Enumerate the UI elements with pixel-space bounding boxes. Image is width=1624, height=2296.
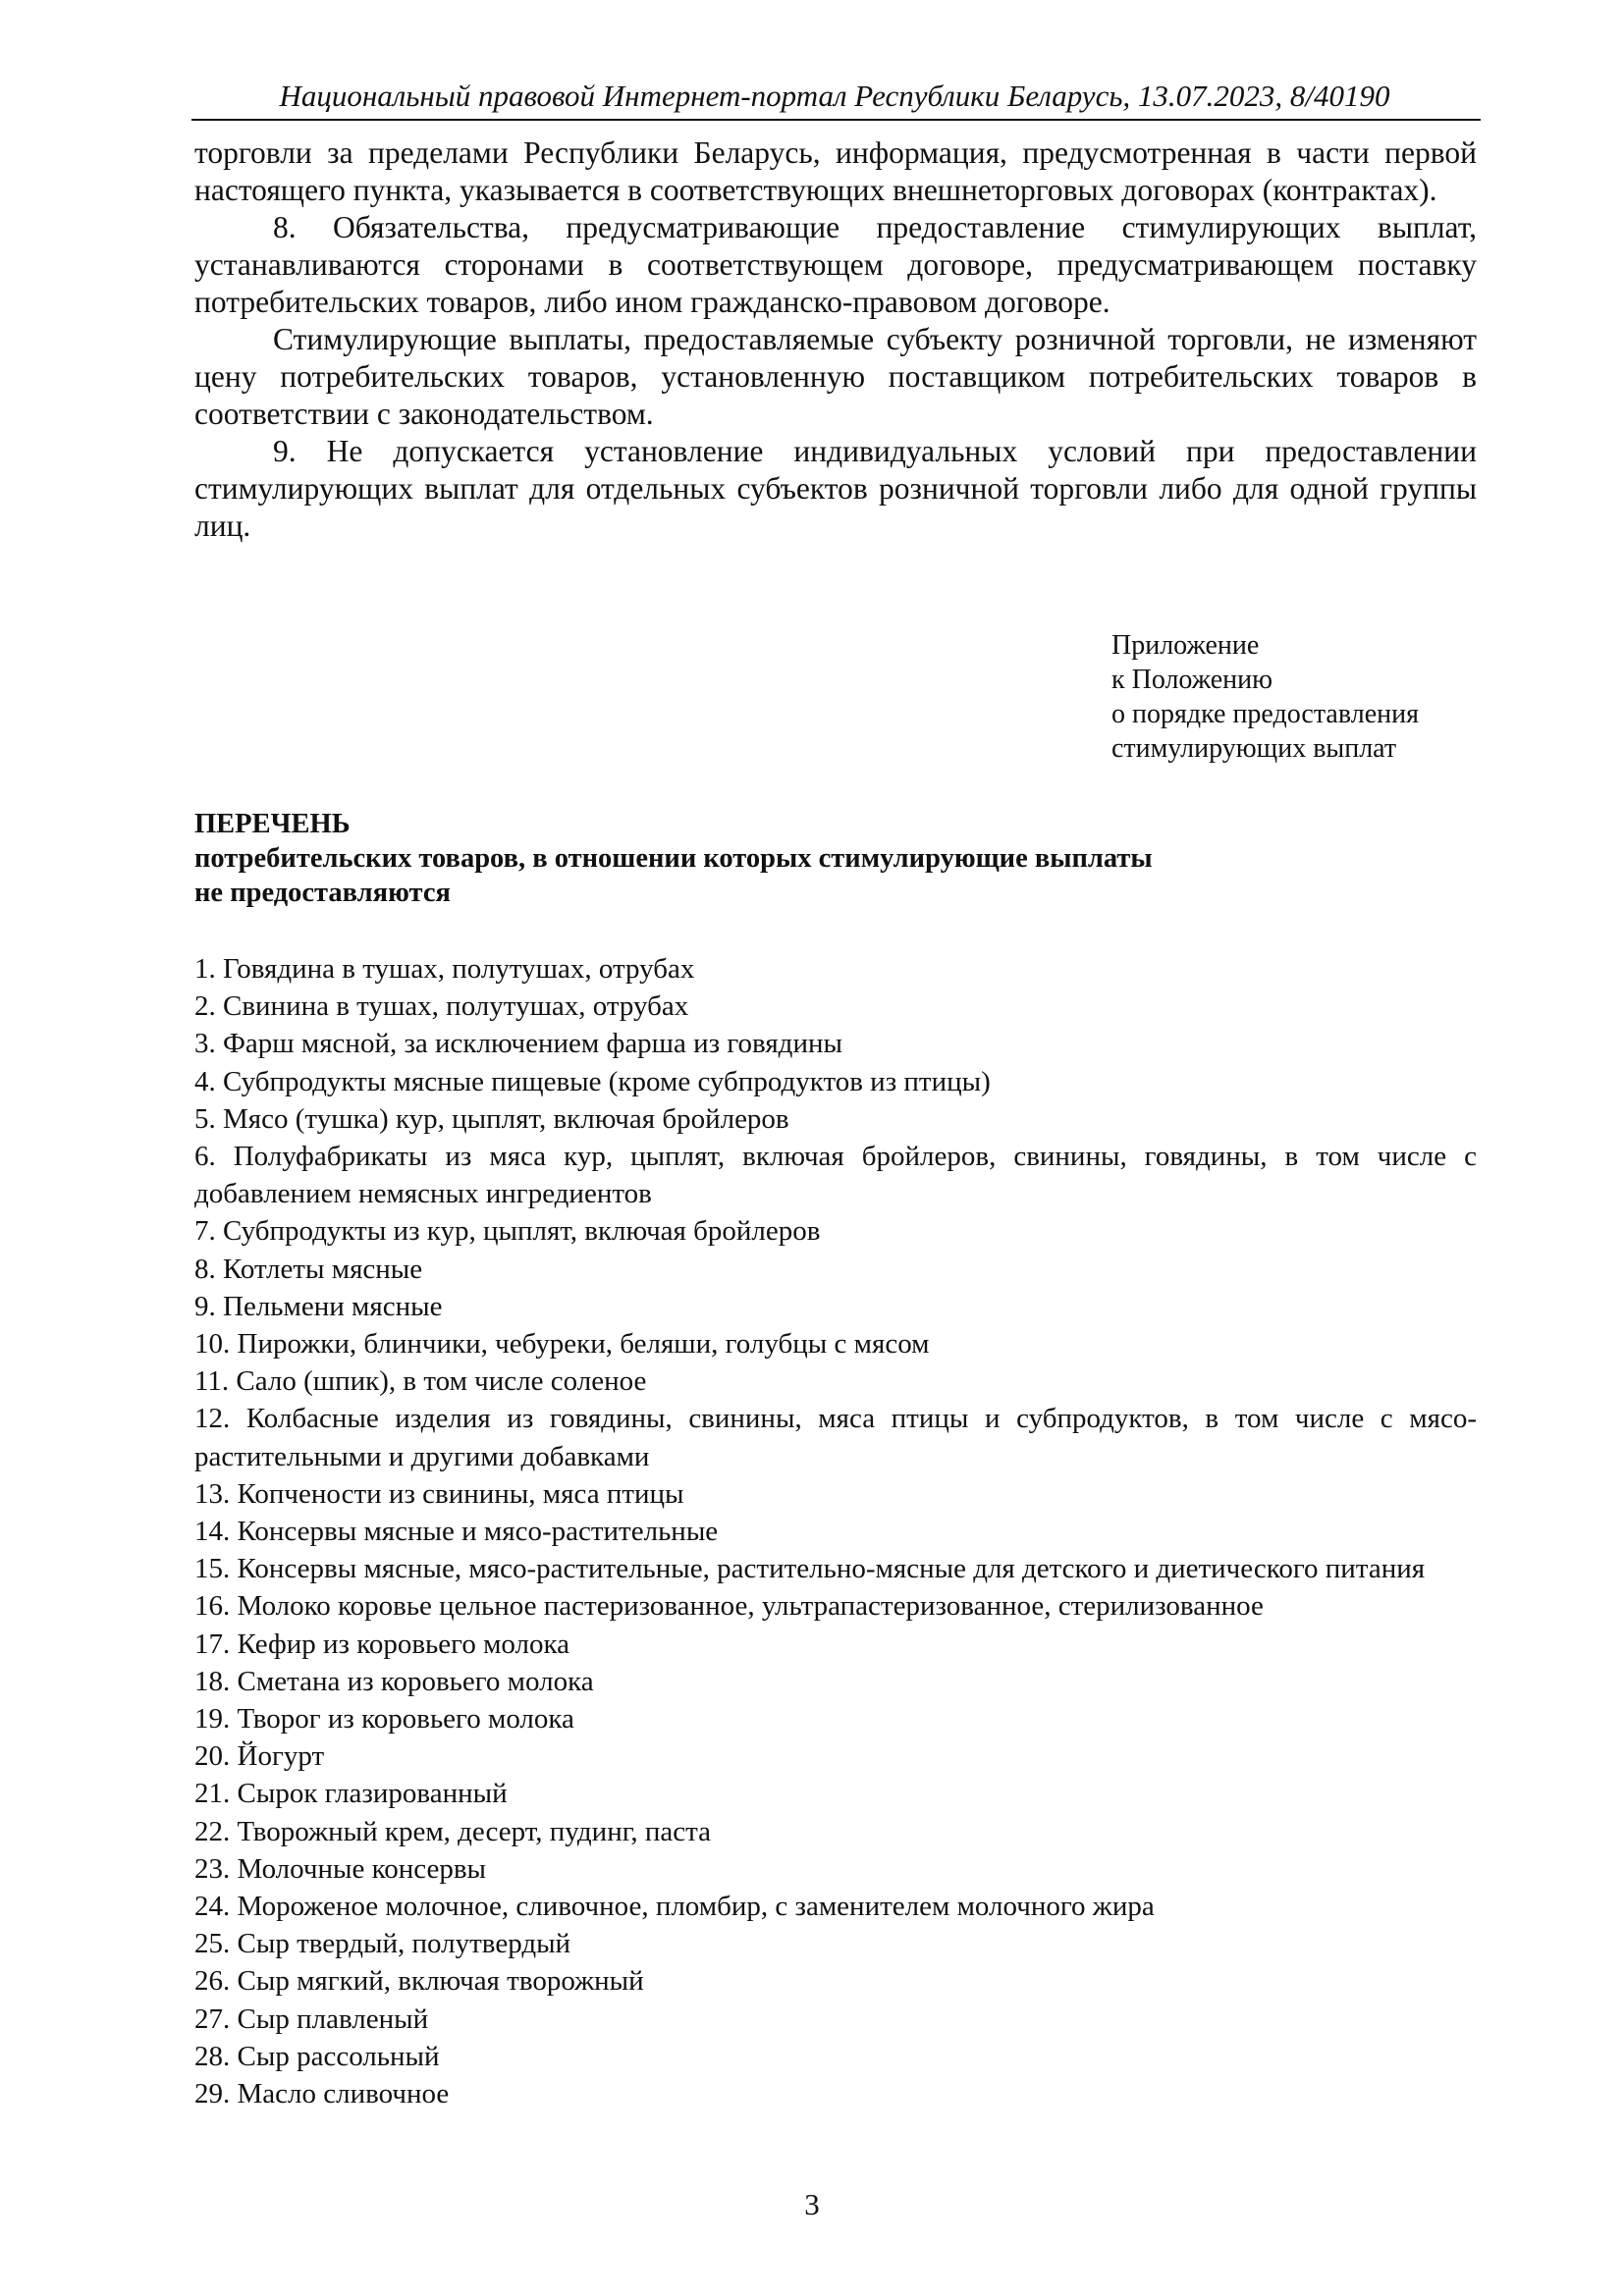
paragraph-9: 9. Не допускается установление индивидуальных условий при предоставлении стимулирующих выплат для отдельных субъектов розничной торговли либо для одной группы лиц.: [194, 434, 1477, 543]
title-subheading: потребительских товаров, в отношении которых стимулирующие выплаты: [194, 843, 1153, 874]
list-item: 21. Сырок глазированный: [194, 1778, 508, 1810]
page-header: Национальный правовой Интернет-портал Республики Беларусь, 13.07.2023, 8/40190: [279, 79, 1390, 113]
appendix-line: стимулирующих выплат: [1111, 733, 1397, 764]
list-item: 11. Сало (шпик), в том числе соленое: [194, 1365, 647, 1398]
list-item: 3. Фарш мясной, за исключением фарша из говядины: [194, 1028, 842, 1060]
page-number: 3: [804, 2187, 820, 2221]
header-divider: [191, 119, 1481, 121]
appendix-line: о порядке предоставления: [1111, 699, 1419, 729]
continuation-paragraph: торговли за пределами Республики Беларусь, информация, предусмотренная в части первой настоящего пункта, указывается в соответствующих внешнеторговых договорах (контрактах).: [194, 135, 1477, 207]
title-subheading: не предоставляются: [194, 878, 451, 908]
list-item: 7. Субпродукты из кур, цыплят, включая бройлеров: [194, 1215, 821, 1248]
goods-list: [194, 950, 1477, 2112]
appendix-line: к Положению: [1111, 665, 1273, 695]
list-item: 19. Творог из коровьего молока: [194, 1703, 574, 1735]
paragraph-8: 8. Обязательства, предусматривающие предоставление стимулирующих выплат, устанавливаются сторонами в соответствующем договоре, предусматривающем поставку потребительских товаров, либо ином гражданско-правовом договоре.: [194, 210, 1477, 319]
list-item: 15. Консервы мясные, мясо-растительные, растительно-мясные для детского и диетического питания: [194, 1553, 1426, 1585]
paragraph-8-part-2: Стимулирующие выплаты, предоставляемые субъекту розничной торговли, не изменяют цену потребительских товаров, установленную поставщиком потребительских товаров в соответствии с законодательством.: [194, 322, 1477, 431]
list-item: 16. Молоко коровье цельное пастеризованное, ультрапастеризованное, стерилизованное: [194, 1590, 1264, 1623]
list-item: 13. Копчености из свинины, мяса птицы: [194, 1477, 684, 1510]
list-item: 14. Консервы мясные и мясо-растительные: [194, 1516, 719, 1548]
list-item: 29. Масло сливочное: [194, 2078, 450, 2110]
list-item: 26. Сыр мягкий, включая творожный: [194, 1965, 644, 1998]
list-item: 17. Кефир из коровьего молока: [194, 1628, 570, 1660]
list-title: [194, 807, 1477, 910]
title-heading: ПЕРЕЧЕНЬ: [194, 809, 351, 839]
appendix-line: Приложение: [1111, 630, 1260, 661]
list-item: 6. Полуфабрикаты из мяса кур, цыплят, включая бройлеров, свинины, говядины, в том числе с добавлением немясных ингредиентов: [194, 1141, 1477, 1210]
list-item: 23. Молочные консервы: [194, 1852, 487, 1885]
list-item: 12. Колбасные изделия из говядины, свинины, мяса птицы и субпродуктов, в том числе с мясо-растительными и другими добавками: [194, 1403, 1477, 1472]
list-item: 18. Сметана из коровьего молока: [194, 1665, 594, 1697]
body-text: [194, 134, 1477, 545]
list-item: 27. Сыр плавленый: [194, 2002, 429, 2035]
list-item: 22. Творожный крем, десерт, пудинг, паста: [194, 1815, 711, 1847]
list-item: 28. Сыр рассольный: [194, 2040, 440, 2072]
list-item: 10. Пирожки, блинчики, чебуреки, беляши, голубцы с мясом: [194, 1328, 930, 1361]
list-item: 24. Мороженое молочное, сливочное, пломбир, с заменителем молочного жира: [194, 1891, 1155, 1923]
list-item: 2. Свинина в тушах, полутушах, отрубах: [194, 990, 689, 1023]
list-item: 5. Мясо (тушка) кур, цыплят, включая бройлеров: [194, 1102, 789, 1135]
appendix-label: [1111, 628, 1477, 766]
list-item: 9. Пельмени мясные: [194, 1290, 443, 1322]
list-item: 1. Говядина в тушах, полутушах, отрубах: [194, 953, 695, 985]
list-item: 20. Йогурт: [194, 1740, 325, 1773]
list-item: 4. Субпродукты мясные пищевые (кроме субпродуктов из птицы): [194, 1065, 991, 1097]
list-item: 8. Котлеты мясные: [194, 1253, 423, 1285]
list-item: 25. Сыр твердый, полутвердый: [194, 1928, 571, 1960]
